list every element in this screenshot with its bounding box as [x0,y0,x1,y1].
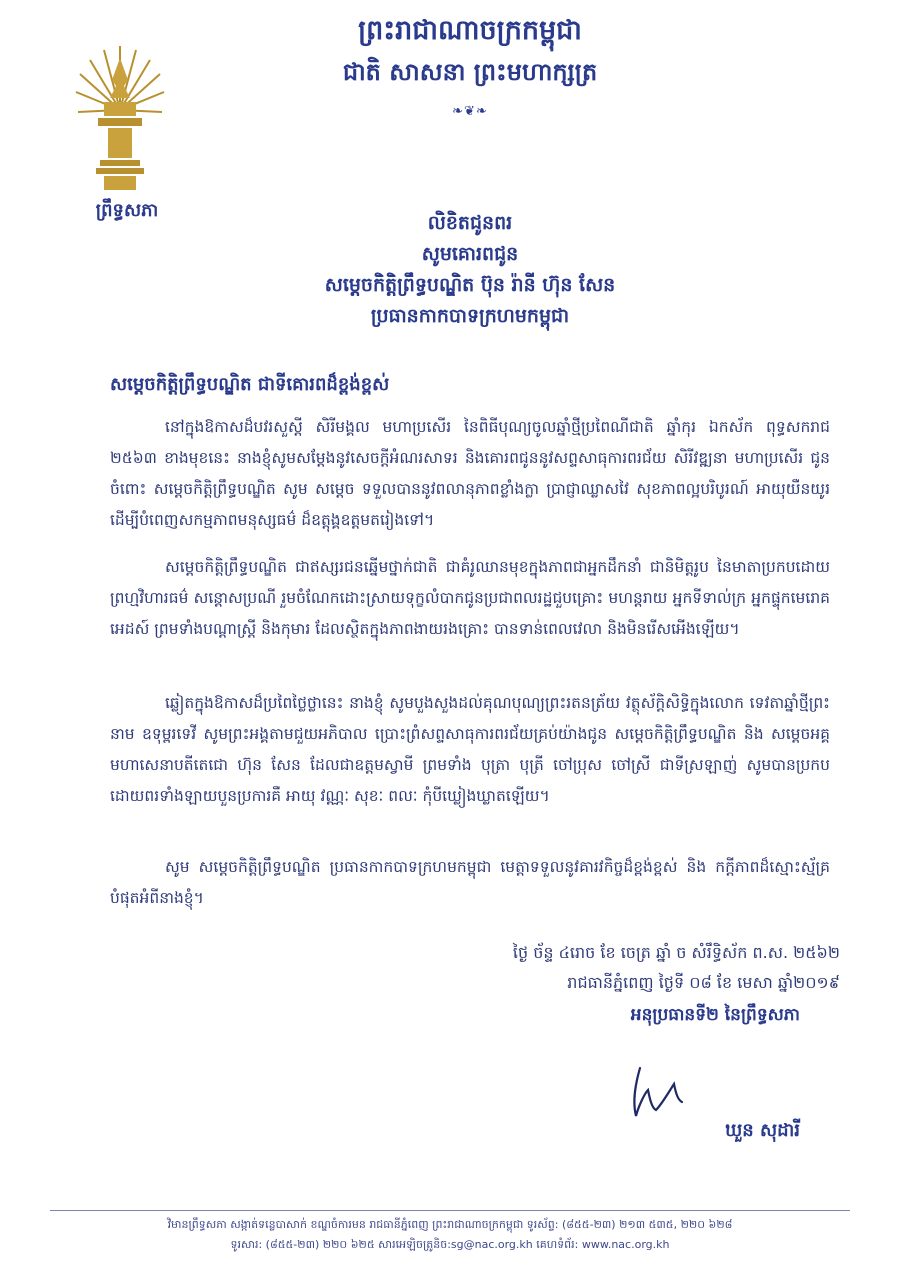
footer-contact: ទូរសារ: (៨៥៥-២៣) ២២០ ៦២៥ សារអេឡិចត្រូនិច:sg@nac.org.kh គេហទំព័រ: www.nac.org.kh [230,1238,670,1251]
national-motto: ជាតិ សាសនា ព្រះមហាក្សត្រ [342,58,598,86]
letter-recipient-title: ប្រធានកាកបាទក្រហមកម្ពុជា [370,305,570,327]
body-paragraph-1: នៅក្នុងឱកាសដ៏បវរសួស្ដី សិរីមង្គល មហាប្រសើរ នៃពិធីបុណ្យចូលឆ្នាំថ្មីប្រពៃណីជាតិ ឆ្នាំកុរ ឯកស័ក ពុទ្ធសករាជ ២៥៦៣ ខាងមុខនេះ នាងខ្ញុំសូមសម្ដែងនូវសេចក្ដីអំណរសាទរ និងគោរពជូននូវសព្ទសាធុការពរជ័យ សិរីវឌ្ឍនា មហាប្រសើរ ជូនចំពោះ សម្ដេចកិត្តិព្រឹទ្ធបណ្ឌិត សូម សម្ដេច ទទួលបាននូវពលានុភាពខ្លាំងក្លា ប្រាជ្ញាឈ្លាសវៃ សុខភាពល្អបរិបូរណ៍ អាយុយឺនយូរ ដើម្បីបំពេញសកម្មភាពមនុស្សធម៌ ដ៏ឧត្ដុង្គឧត្ដមតរៀងទៅ។ [110,418,830,529]
signer-title: អនុប្រធានទី២ នៃព្រឹទ្ធសភា [630,1005,800,1025]
senate-emblem-icon [70,40,170,200]
solar-date: រាជធានីភ្នំពេញ ថ្ងៃទី ០៨ ខែ មេសា ឆ្នាំ២០១៩ [567,973,840,992]
salutation: សម្ដេចកិត្តិព្រឹទ្ធបណ្ឌិត ជាទីគោរពដ៏ខ្ពង់ខ្ពស់ [110,374,390,395]
footer-divider [50,1210,850,1211]
letter-respect: សូមគោរពជូន [421,243,519,265]
letter-recipient: សម្ដេចកិត្តិព្រឹទ្ធបណ្ឌិត ប៊ុន រ៉ានី ហ៊ុន សែន [324,274,616,296]
body-paragraph-2: សម្ដេចកិត្តិព្រឹទ្ធបណ្ឌិត ជាឥស្សរជនឆ្នើមថ្នាក់ជាតិ ជាគំរូឈានមុខក្នុងភាពជាអ្នកដឹកនាំ ជានិមិត្តរូប នៃមាតាប្រកបដោយព្រហ្មវិហារធម៌ សន្ដោសប្រណី រួមចំណែកដោះស្រាយទុក្ខលំបាកជូនប្រជាពលរដ្ឋជួបគ្រោះ មហន្ដរាយ អ្នកទីទាល់ក្រ អ្នកផ្ទុកមេរោគអេដស៍ ព្រមទាំងបណ្ដាស្ត្រី និងកុមារ ដែលស្ថិតក្នុងភាពងាយរងគ្រោះ បានទាន់ពេលវេលា និងមិនរើសអើងឡើយ។ [110,558,830,638]
footer-address: វិមានព្រឹទ្ធសភា សង្កាត់ទន្លេបាសាក់ ខណ្ឌចំការមន រាជធានីភ្នំពេញ ព្រះរាជាណាចក្រកម្ពុជា ទូរស័ព្ទ: (៨៥៥-២៣) ២១៣ ៥៣៥, ២២០ ៦២៨ [167,1218,733,1231]
signer-name: ឃួន សុដារី [725,1120,800,1141]
ornament-divider: ❧❦❧ [452,104,488,119]
body-paragraph-4: សូម សម្ដេចកិត្តិព្រឹទ្ធបណ្ឌិត ប្រធានកាកបាទក្រហមកម្ពុជា មេត្តាទទួលនូវគារវកិច្ចដ៏ខ្ពង់ខ្ពស់ និង កក្ដីភាពដ៏ស្មោះស្ម័គ្របំផុតអំពីនាងខ្ញុំ។ [110,858,830,907]
lunar-date: ថ្ងៃ ច័ន្ទ ៤រោច ខែ ចេត្រ ឆ្នាំ ច សំរឹទ្ធិស័ក ព.ស. ២៥៦២ [512,943,840,962]
body-paragraph-3: ឆ្លៀតក្នុងឱកាសដ៏ប្រពៃថ្លៃថ្លានេះ នាងខ្ញុំ សូមបួងសួងដល់គុណបុណ្យព្រះរតនត្រ័យ វត្ថុស័ក្ដិសិទ្ធិក្នុងលោក ទេវតាឆ្នាំថ្មីព្រះនាម ឧទុម្ពរទេវី សូមព្រះអង្គតាមជួយអភិបាល ប្រោះព្រំសព្ទសាធុការពរជ័យគ្រប់យ៉ាងជូន សម្ដេចកិត្តិព្រឹទ្ធបណ្ឌិត និង សម្ដេចអគ្គមហាសេនាបតីតេជោ ហ៊ុន សែន ដែលជាឧត្ដមស្វាមី ព្រមទាំង បុត្រា បុត្រី ចៅប្រុស ចៅស្រី ជាទីស្រឡាញ់ សូមបានប្រកបដោយពរទាំងឡាយបួនប្រការគឺ អាយុ វណ្ណៈ សុខៈ ពលៈ កុំបីឃ្លៀងឃ្លាតឡើយ។ [110,694,830,805]
letter-type: លិខិតជូនពរ [427,212,513,234]
kingdom-title: ព្រះរាជាណាចក្រកម្ពុជា [358,15,582,46]
senate-label: ព្រឹទ្ធសភា [95,200,159,221]
letter-heading [250,208,690,332]
